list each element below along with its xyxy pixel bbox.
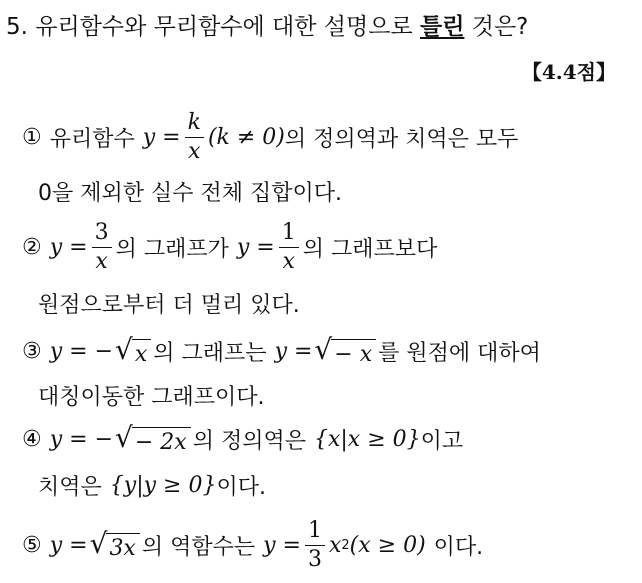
option-4-line-1 xyxy=(22,421,464,455)
option-3-line-1 xyxy=(22,333,541,367)
question-suffix: 것은? xyxy=(464,14,529,40)
option-2-eq-1: y = xyxy=(49,235,88,260)
option-3-eq-1: y = − xyxy=(49,339,114,364)
option-2-frac1-den: x xyxy=(95,249,108,274)
option-2-text-2: 의 그래프보다 xyxy=(302,237,438,262)
option-4-text-3: 치역은 xyxy=(38,475,102,500)
option-1-frac-num: k xyxy=(185,112,204,138)
question-prefix: 5. 유리함수와 무리함수에 대한 설명으로 xyxy=(6,14,420,40)
option-3-text-2: 를 원점에 대하여 xyxy=(378,341,541,366)
question-emphasis: 틀린 xyxy=(420,14,465,40)
option-5-frac-num: 1 xyxy=(305,520,325,546)
option-5-marker: ⑤ xyxy=(22,533,42,558)
option-3-sqrt-1: √ x xyxy=(115,336,151,367)
option-3-radicand-1: x xyxy=(132,339,151,367)
option-2-eq-2: y = xyxy=(236,235,275,260)
option-5-line-1 xyxy=(22,520,483,571)
option-2-frac1-num: 3 xyxy=(92,222,112,248)
option-2-marker: ② xyxy=(22,235,42,260)
option-1-line-1 xyxy=(22,112,518,163)
option-4-sqrt: √ − 2x xyxy=(115,424,191,455)
option-4-set-2: {y|y ≥ 0} xyxy=(109,473,217,498)
option-1-line-2: 0을 제외한 실수 전체 집합이다. xyxy=(38,181,342,206)
option-5-condition: (x ≥ 0) xyxy=(349,533,426,558)
option-4-text-4: 이다. xyxy=(216,475,266,500)
option-5-frac-den: 3 xyxy=(307,547,322,572)
option-2-line-1 xyxy=(22,222,437,273)
option-4-text-1: 의 정의역은 xyxy=(192,429,306,454)
option-3-sqrt-2: √ − x xyxy=(314,336,376,367)
option-1-text-1: 유리함수 xyxy=(49,127,135,152)
points-label: 【4.4점】 xyxy=(521,60,616,84)
option-2-fraction-1 xyxy=(92,222,112,273)
option-1-eq: y = xyxy=(142,125,181,150)
option-3-text-1: 의 그래프는 xyxy=(153,341,267,366)
option-4-line-2 xyxy=(38,470,266,501)
option-5-eq-2: y = xyxy=(263,533,301,558)
option-1-text-2: 의 정의역과 치역은 모두 xyxy=(284,127,519,152)
option-1-frac-den: x xyxy=(188,139,201,164)
option-3-eq-2: y = xyxy=(274,339,313,364)
option-2-fraction-2 xyxy=(279,222,299,273)
option-3-line-2: 대칭이동한 그래프이다. xyxy=(38,385,265,410)
option-4-set-1: {x|x ≥ 0} xyxy=(313,427,421,452)
question-title xyxy=(6,8,528,41)
option-3-marker: ③ xyxy=(22,339,42,364)
option-3-radicand-2: − x xyxy=(331,339,376,367)
option-5-eq: y = xyxy=(49,533,88,558)
option-5-sqrt: √ 3x xyxy=(90,530,140,561)
option-2-frac2-num: 1 xyxy=(279,222,299,248)
option-4-radicand: − 2x xyxy=(132,427,191,455)
option-4-marker: ④ xyxy=(22,427,42,452)
option-5-text-2: 이다. xyxy=(433,535,484,560)
option-4-text-2: 이고 xyxy=(420,429,464,454)
option-5-fraction xyxy=(305,520,325,571)
option-1-marker: ① xyxy=(22,125,42,150)
option-2-text-1: 의 그래프가 xyxy=(115,237,229,262)
option-5-radicand: 3x xyxy=(106,533,139,561)
option-5-x: x xyxy=(328,533,342,558)
option-5-text-1: 의 역함수는 xyxy=(141,535,256,560)
option-2-line-2: 원점으로부터 더 멀리 있다. xyxy=(38,293,300,318)
option-2-frac2-den: x xyxy=(282,249,295,274)
option-4-eq: y = − xyxy=(49,427,114,452)
option-1-fraction xyxy=(185,112,204,163)
option-5-exponent: 2 xyxy=(341,538,350,553)
option-1-condition: (k ≠ 0) xyxy=(207,125,285,150)
